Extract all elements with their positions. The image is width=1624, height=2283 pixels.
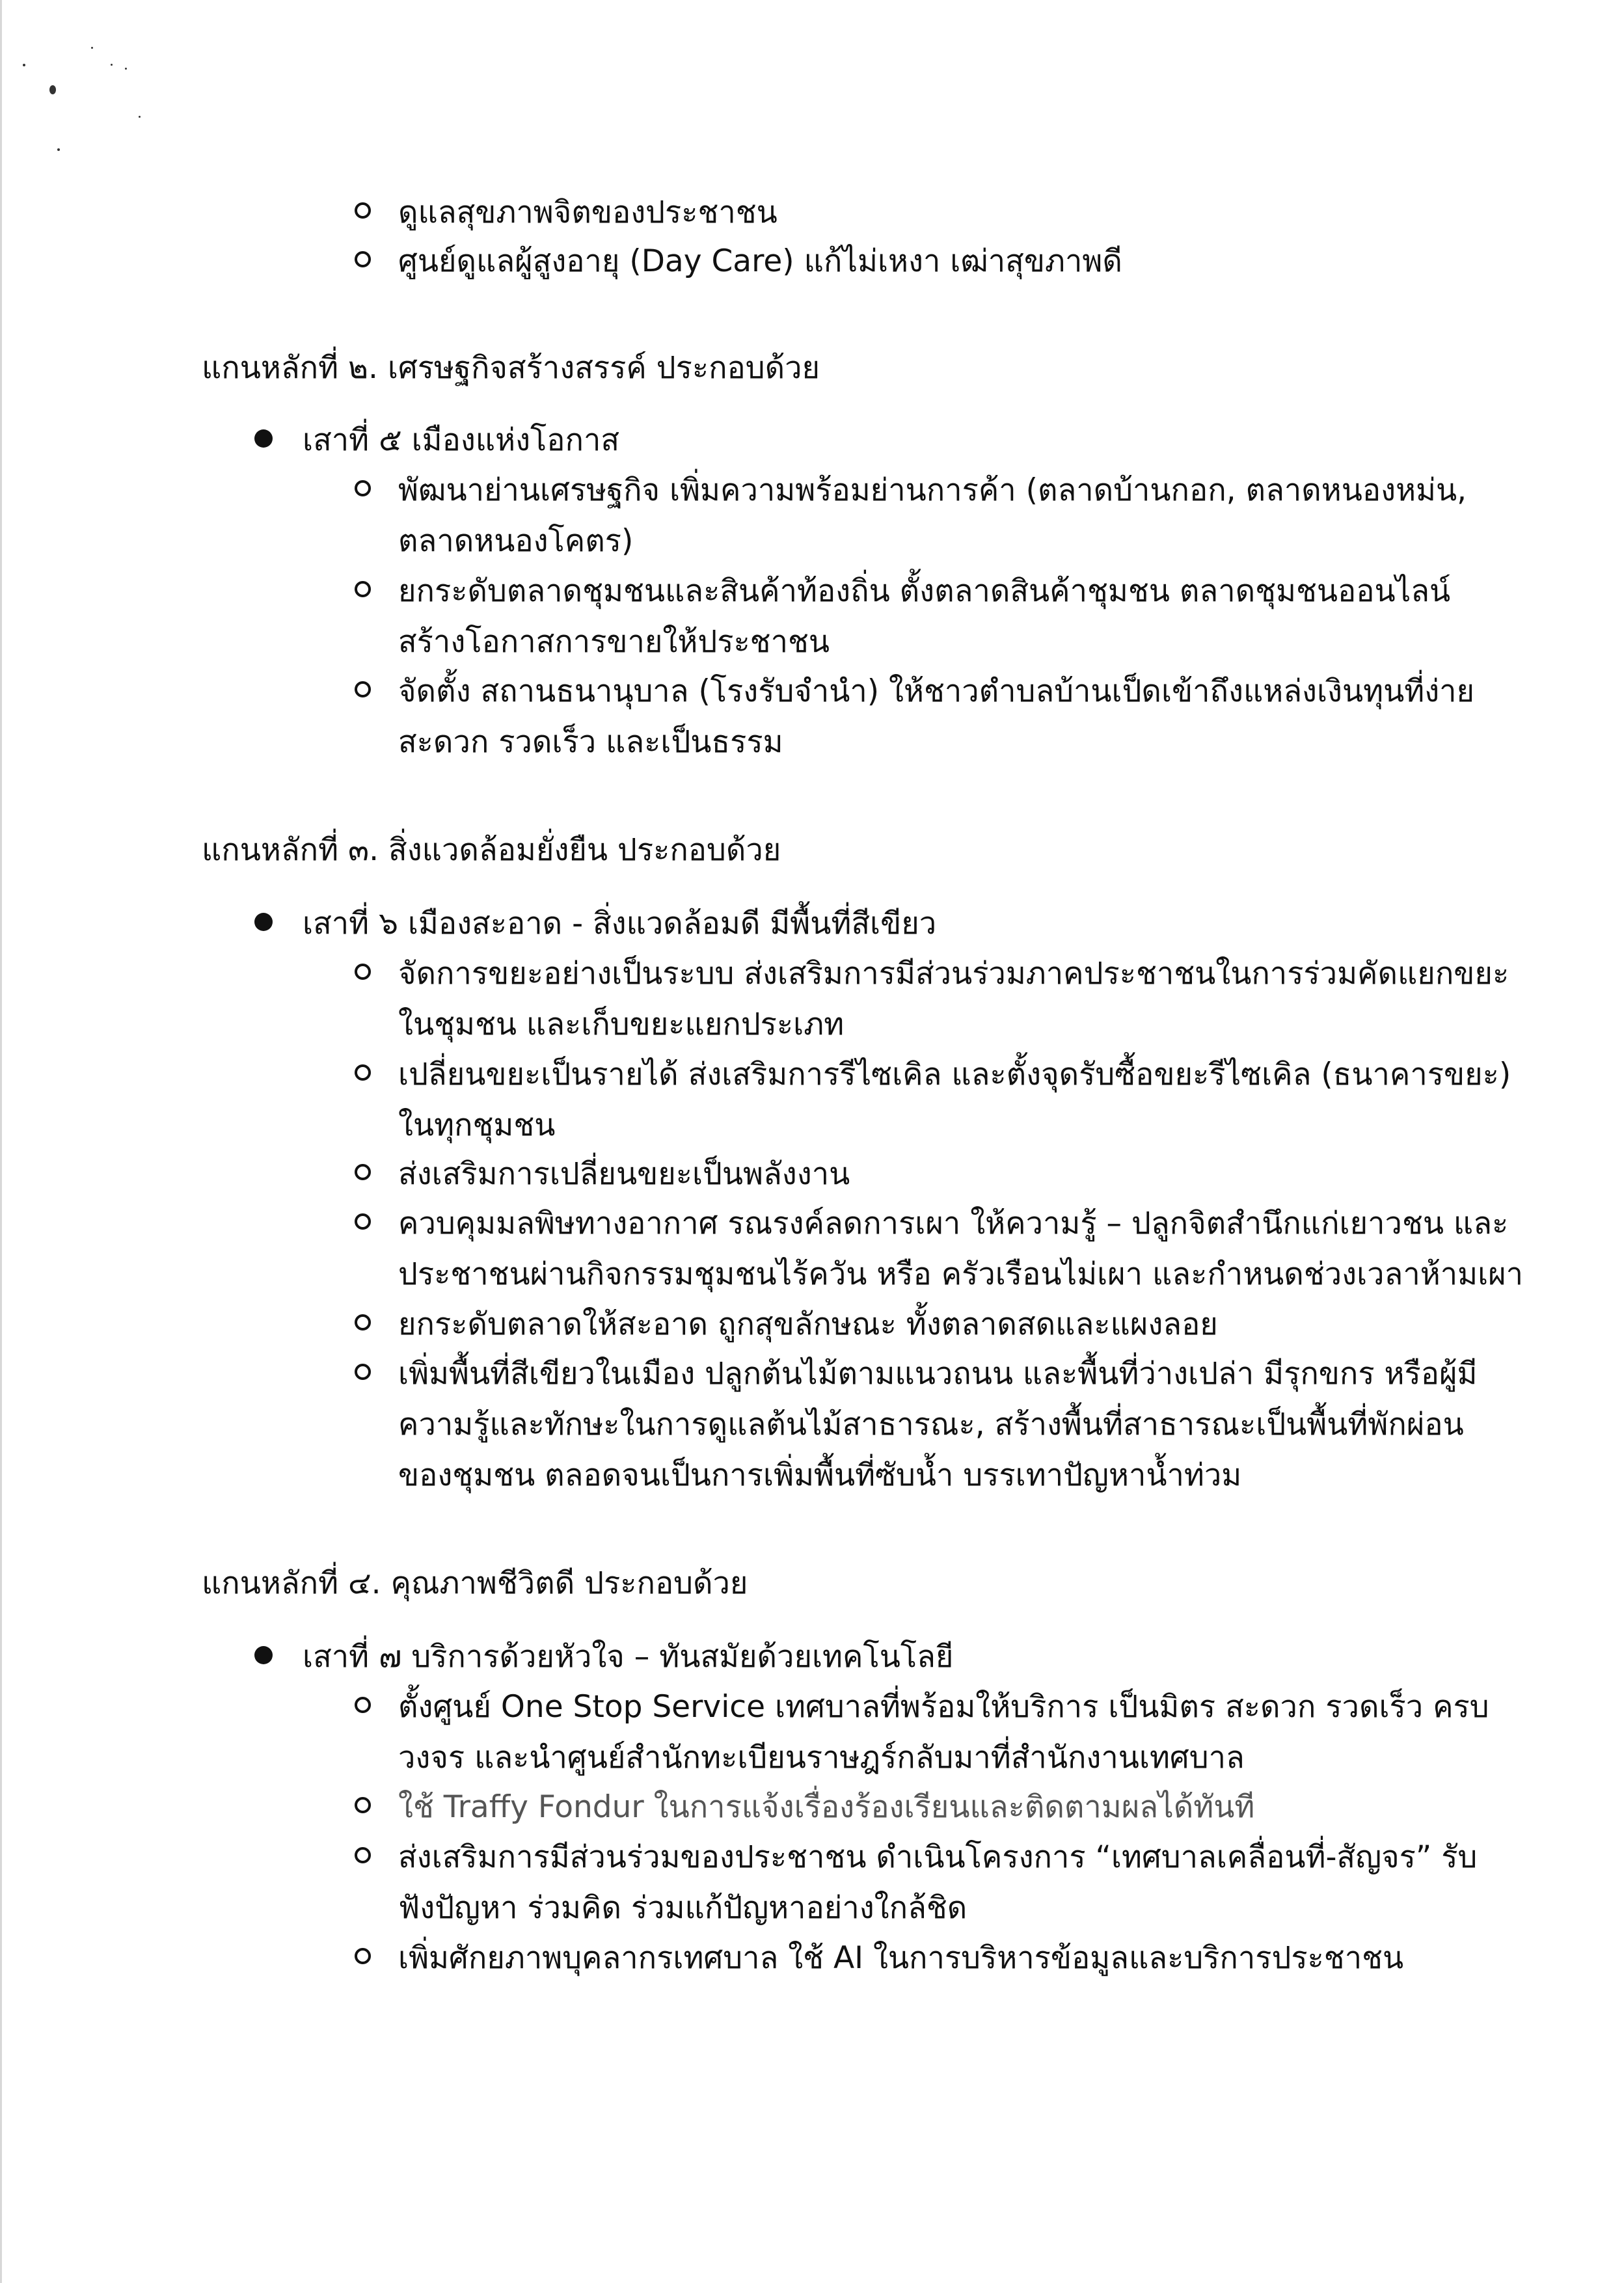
list-item-continuation: ความรู้และทักษะในการดูแลต้นไม้สาธารณะ, สร้างพื้นที่สาธารณะเป็นพื้นที่พักผ่อน bbox=[398, 1407, 1464, 1442]
pillar-title: เสาที่ ๗ บริการด้วยหัวใจ – ทันสมัยด้วยเทคโนโลยี bbox=[303, 1639, 954, 1675]
solid-bullet-icon bbox=[254, 913, 273, 931]
hollow-bullet-icon bbox=[355, 1064, 371, 1081]
list-item-continuation: วงจร และนำศูนย์สำนักทะเบียนราษฎร์กลับมาที่สำนักงานเทศบาล bbox=[398, 1740, 1245, 1776]
list-item: ตั้งศูนย์ One Stop Service เทศบาลที่พร้อมให้บริการ เป็นมิตร สะดวก รวดเร็ว ครบ bbox=[398, 1689, 1489, 1725]
list-item: พัฒนาย่านเศรษฐกิจ เพิ่มความพร้อมย่านการค้า (ตลาดบ้านกอก, ตลาดหนองหม่น, bbox=[398, 472, 1467, 508]
list-item: เพิ่มศักยภาพบุคลากรเทศบาล ใช้ AI ในการบริหารข้อมูลและบริการประชาชน bbox=[398, 1940, 1404, 1976]
list-item-continuation: ประชาชนผ่านกิจกรรมชุมชนไร้ควัน หรือ ครัวเรือนไม่เผา และกำหนดช่วงเวลาห้ามเผา bbox=[398, 1256, 1524, 1292]
hollow-bullet-icon bbox=[355, 964, 371, 980]
hollow-bullet-icon bbox=[355, 1697, 371, 1713]
list-item-continuation: สะดวก รวดเร็ว และเป็นธรรม bbox=[398, 724, 783, 760]
hollow-bullet-icon bbox=[355, 480, 371, 496]
pillar-title: เสาที่ ๖ เมืองสะอาด - สิ่งแวดล้อมดี มีพื้นที่สีเขียว bbox=[303, 906, 937, 941]
hollow-bullet-icon bbox=[355, 1847, 371, 1863]
solid-bullet-icon bbox=[254, 429, 273, 448]
list-item: ดูแลสุขภาพจิตของประชาชน bbox=[398, 195, 778, 230]
list-item: เปลี่ยนขยะเป็นรายได้ ส่งเสริมการรีไซเคิล และตั้งจุดรับซื้อขยะรีไซเคิล (ธนาคารขยะ) bbox=[398, 1057, 1511, 1092]
section-heading: แกนหลักที่ ๔. คุณภาพชีวิตดี ประกอบด้วย bbox=[202, 1565, 748, 1601]
list-item: ใช้ Traffy Fondur ในการแจ้งเรื่องร้องเรียนและติดตามผลได้ทันที bbox=[398, 1789, 1255, 1825]
hollow-bullet-icon bbox=[355, 1164, 371, 1180]
list-item-continuation: ของชุมชน ตลอดจนเป็นการเพิ่มพื้นที่ซับน้ำ บรรเทาปัญหาน้ำท่วม bbox=[398, 1457, 1242, 1493]
list-item-continuation: ตลาดหนองโคตร) bbox=[398, 523, 634, 559]
list-item-continuation: ฟังปัญหา ร่วมคิด ร่วมแก้ปัญหาอย่างใกล้ชิด bbox=[398, 1890, 968, 1926]
list-item: เพิ่มพื้นที่สีเขียวในเมือง ปลูกต้นไม้ตามแนวถนน และพื้นที่ว่างเปล่า มีรุกขกร หรือผู้มี bbox=[398, 1356, 1478, 1392]
list-item-continuation: ในชุมชน และเก็บขยะแยกประเภท bbox=[398, 1006, 845, 1042]
section-heading: แกนหลักที่ ๓. สิ่งแวดล้อมยั่งยืน ประกอบด้วย bbox=[202, 832, 781, 868]
hollow-bullet-icon bbox=[355, 1213, 371, 1230]
hollow-bullet-icon bbox=[355, 1364, 371, 1380]
list-item: ควบคุมมลพิษทางอากาศ รณรงค์ลดการเผา ให้ความรู้ – ปลูกจิตสำนึกแก่เยาวชน และ bbox=[398, 1206, 1509, 1241]
pillar-title: เสาที่ ๕ เมืองแห่งโอกาส bbox=[303, 422, 620, 458]
list-item: ยกระดับตลาดชุมชนและสินค้าท้องถิ่น ตั้งตลาดสินค้าชุมชน ตลาดชุมชนออนไลน์ bbox=[398, 573, 1451, 609]
list-item: ส่งเสริมการเปลี่ยนขยะเป็นพลังงาน bbox=[398, 1156, 850, 1192]
list-item: จัดการขยะอย่างเป็นระบบ ส่งเสริมการมีส่วนร่วมภาคประชาชนในการร่วมคัดแยกขยะ bbox=[398, 956, 1509, 992]
list-item: ยกระดับตลาดให้สะอาด ถูกสุขลักษณะ ทั้งตลาดสดและแผงลอย bbox=[398, 1306, 1218, 1342]
solid-bullet-icon bbox=[254, 1646, 273, 1664]
hollow-bullet-icon bbox=[355, 1314, 371, 1331]
list-item-continuation: ในทุกชุมชน bbox=[398, 1107, 556, 1143]
hollow-bullet-icon bbox=[355, 251, 371, 267]
section-heading: แกนหลักที่ ๒. เศรษฐกิจสร้างสรรค์ ประกอบด้วย bbox=[202, 350, 820, 386]
list-item: ส่งเสริมการมีส่วนร่วมของประชาชน ดำเนินโครงการ “เทศบาลเคลื่อนที่-สัญจร” รับ bbox=[398, 1839, 1478, 1875]
list-item-continuation: สร้างโอกาสการขายให้ประชาชน bbox=[398, 624, 830, 660]
list-item: ศูนย์ดูแลผู้สูงอายุ (Day Care) แก้ไม่เหงา เฒ่าสุขภาพดี bbox=[398, 243, 1122, 279]
list-item: จัดตั้ง สถานธนานุบาล (โรงรับจำนำ) ให้ชาวตำบลบ้านเป็ดเข้าถึงแหล่งเงินทุนที่ง่าย bbox=[398, 673, 1475, 709]
hollow-bullet-icon bbox=[355, 681, 371, 697]
hollow-bullet-icon bbox=[355, 202, 371, 219]
hollow-bullet-icon bbox=[355, 581, 371, 597]
hollow-bullet-icon bbox=[355, 1797, 371, 1813]
hollow-bullet-icon bbox=[355, 1948, 371, 1964]
scan-edge bbox=[0, 0, 2, 2283]
